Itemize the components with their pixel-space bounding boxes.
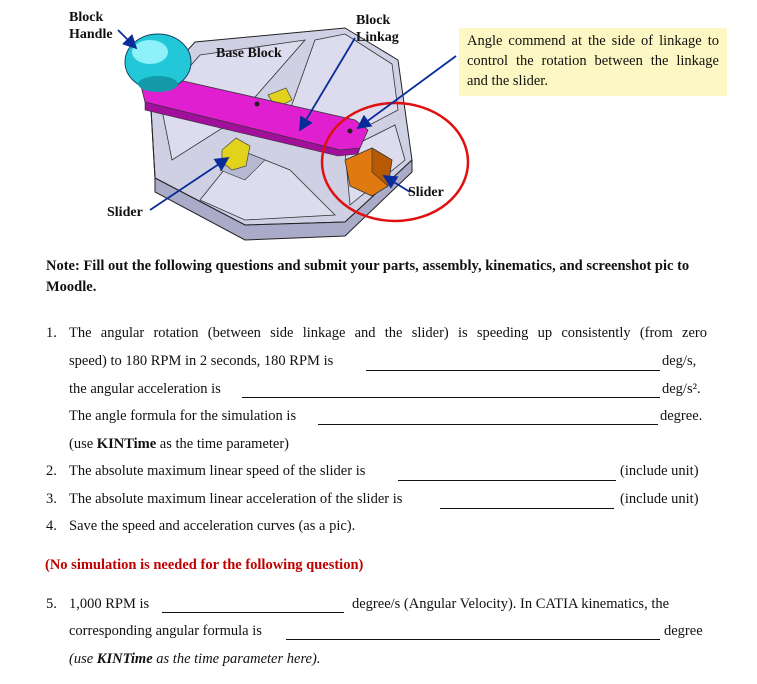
q3-number: 3. <box>46 491 57 507</box>
q4-text: Save the speed and acceleration curves (as a pic). <box>69 518 356 534</box>
q1-line3-unit: deg/s². <box>662 381 701 397</box>
q1-answer-accel[interactable] <box>242 397 660 398</box>
q3-unit: (include unit) <box>620 491 699 507</box>
q5-mid: degree/s (Angular Velocity). In CATIA kinematics, the <box>352 596 670 612</box>
label-block-linkag: Block Linkag <box>356 13 399 45</box>
q1-line4-text: The angle formula for the simulation is <box>69 408 297 424</box>
q3-answer[interactable] <box>440 508 614 509</box>
label-block-handle: Block Handle <box>69 10 113 42</box>
q4-number: 4. <box>46 518 57 534</box>
label-base-block: Base Block <box>216 46 282 61</box>
no-simulation-heading: (No simulation is needed for the following question) <box>45 557 364 573</box>
label-slider-right: Slider <box>408 185 444 200</box>
q5-number: 5. <box>46 596 57 612</box>
q2-answer[interactable] <box>398 480 616 481</box>
q1-number: 1. <box>46 325 57 341</box>
q1-line5: (use KINTime as the time parameter) <box>69 436 290 452</box>
q2-number: 2. <box>46 463 57 479</box>
callout-box: Angle commend at the side of linkage to control the rotation between the linkage and the slider. <box>459 28 727 96</box>
q5-line2-unit: degree <box>664 623 703 639</box>
q5-line3: (use KINTime as the time parameter here). <box>69 651 321 667</box>
q5-answer-formula[interactable] <box>286 639 660 640</box>
note-text: Note: Fill out the following questions and submit your parts, assembly, kinematics, and screenshot pic to Moodle. <box>46 258 690 295</box>
q1-answer-degs[interactable] <box>366 370 660 371</box>
q2-unit: (include unit) <box>620 463 699 479</box>
q1-line4-unit: degree. <box>660 408 703 424</box>
q5-text: 1,000 RPM is <box>69 596 150 612</box>
q1-line2-text: speed) to 180 RPM in 2 seconds, 180 RPM is <box>69 353 334 369</box>
q2-text: The absolute maximum linear speed of the slider is <box>69 463 366 479</box>
q1-answer-formula[interactable] <box>318 424 658 425</box>
q5-line2-text: corresponding angular formula is <box>69 623 262 639</box>
q3-text: The absolute maximum linear acceleration of the slider is <box>69 491 403 507</box>
q1-line3-text: the angular acceleration is <box>69 381 221 397</box>
q1-line2-unit: deg/s, <box>662 353 697 369</box>
q5-answer-degs[interactable] <box>162 612 344 613</box>
label-slider-left: Slider <box>107 205 143 220</box>
q1-line1: The angular rotation (between side linkage and the slider) is speeding up consistently (from zero <box>69 325 707 341</box>
